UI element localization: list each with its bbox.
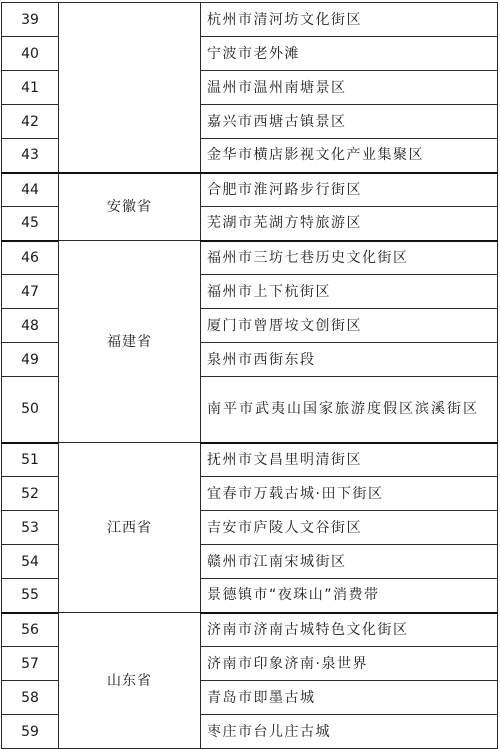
district-name: 金华市横店影视文化产业集聚区 (201, 139, 498, 173)
district-name: 杭州市清河坊文化街区 (201, 3, 498, 37)
district-name: 厦门市曾厝垵文创街区 (201, 309, 498, 343)
table-row (2, 613, 498, 647)
row-number: 46 (2, 241, 59, 275)
district-name: 青岛市即墨古城 (201, 681, 498, 715)
table-row (2, 3, 498, 37)
row-number: 45 (2, 207, 59, 241)
province-cell-anhui: 安徽省 (59, 173, 201, 241)
district-name: 嘉兴市西塘古镇景区 (201, 105, 498, 139)
row-number: 58 (2, 681, 59, 715)
row-number: 57 (2, 647, 59, 681)
district-name: 赣州市江南宋城街区 (201, 545, 498, 579)
district-name: 芜湖市芜湖方特旅游区 (201, 207, 498, 241)
district-name: 宜春市万载古城·田下街区 (201, 477, 498, 511)
district-name: 抚州市文昌里明清街区 (201, 443, 498, 477)
province-cell (59, 3, 201, 173)
district-name: 福州市上下杭街区 (201, 275, 498, 309)
district-name: 合肥市淮河路步行街区 (201, 173, 498, 207)
row-number: 54 (2, 545, 59, 579)
district-name: 温州市温州南塘景区 (201, 71, 498, 105)
row-number: 56 (2, 613, 59, 647)
row-number: 51 (2, 443, 59, 477)
row-number: 55 (2, 579, 59, 613)
row-number: 40 (2, 37, 59, 71)
district-name: 宁波市老外滩 (201, 37, 498, 71)
district-name: 泉州市西街东段 (201, 343, 498, 377)
row-number: 59 (2, 715, 59, 749)
row-number: 50 (2, 377, 59, 443)
row-number: 49 (2, 343, 59, 377)
province-cell-fujian: 福建省 (59, 241, 201, 443)
row-number: 48 (2, 309, 59, 343)
district-name: 南平市武夷山国家旅游度假区滨溪街区 (201, 377, 498, 443)
row-number: 44 (2, 173, 59, 207)
row-number: 53 (2, 511, 59, 545)
row-number: 52 (2, 477, 59, 511)
district-name: 济南市印象济南·泉世界 (201, 647, 498, 681)
district-name: 吉安市庐陵人文谷街区 (201, 511, 498, 545)
table-row (2, 173, 498, 207)
district-name: 福州市三坊七巷历史文化街区 (201, 241, 498, 275)
row-number: 41 (2, 71, 59, 105)
row-number: 47 (2, 275, 59, 309)
province-cell-jiangxi: 江西省 (59, 443, 201, 613)
row-number: 39 (2, 3, 59, 37)
district-name: 济南市济南古城特色文化街区 (201, 613, 498, 647)
row-number: 42 (2, 105, 59, 139)
district-name: 枣庄市台儿庄古城 (201, 715, 498, 749)
row-number: 43 (2, 139, 59, 173)
table-row (2, 443, 498, 477)
tourism-districts-table (1, 2, 498, 749)
table-row (2, 241, 498, 275)
district-name: 景德镇市“夜珠山”消费带 (201, 579, 498, 613)
province-cell-shandong: 山东省 (59, 613, 201, 749)
